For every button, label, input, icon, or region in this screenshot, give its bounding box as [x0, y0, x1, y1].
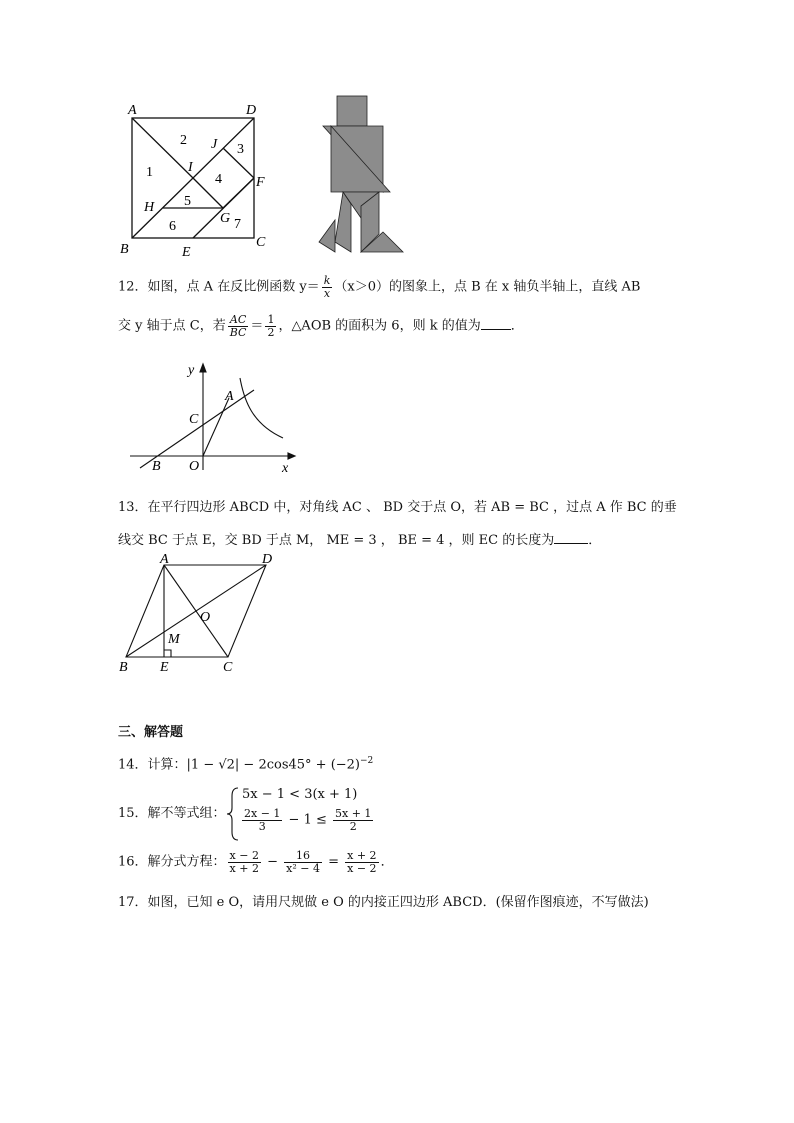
q13-line2: 线交 BC 于点 E，交 BD 于点 M， ME = 3 ， BE = 4 ，则 EC 的长度为 ．: [118, 533, 602, 548]
label-C: C: [189, 412, 199, 427]
x-axis-arrow: [288, 453, 295, 459]
q15-ineq-2: $\frac{2x - 1}{3}$ − 1 ≤ $\frac{5x + 1}{2}$: [244, 807, 372, 833]
diagonal-BD: [126, 565, 266, 657]
q12-one-half: $\frac{1}{2}$: [267, 313, 275, 339]
q12-line2: 交 y 轴于点 C，若 $\frac{AC}{BC}$ ＝ $\frac{1}{2}$ ，△AOB 的面积为 6，则 k 的值为 ．: [118, 313, 524, 339]
segment-OA: [203, 398, 229, 456]
label-C: C: [223, 660, 233, 675]
q12-ac-over-bc: $\frac{AC}{BC}$: [229, 313, 247, 339]
label-B: B: [119, 660, 128, 675]
q13-text-1: 在平行四边形 ABCD 中，对角线 AC 、 BD 交于点 O，若 AB = BC ，过点 A 作 BC 的垂: [147, 500, 677, 515]
label-D: D: [262, 553, 273, 567]
section-heading: 三、解答题: [118, 725, 184, 740]
q15-ineq-1: 5x − 1 < 3(x + 1): [242, 787, 358, 802]
piece-4: 4: [215, 172, 222, 187]
q14-exponent: −2: [360, 756, 374, 766]
q16: 16．解分式方程： $\frac{x - 2}{x + 2}$ − $\frac{16}{\text{x² − 4}}$ = $\frac{x + 2}{x - 2}$ ．: [118, 849, 394, 875]
q14-expression: |1 − √2| − 2cos45° + (−2): [186, 757, 361, 773]
piece-5: 5: [184, 194, 191, 209]
tangram-square-figure: [118, 98, 278, 258]
label-E: E: [182, 245, 191, 258]
q13-parallelogram-figure: [116, 553, 282, 677]
q12-number: 12．: [118, 279, 148, 295]
head-square: [337, 96, 367, 126]
q14-text: 14．计算：: [118, 757, 187, 773]
label-J: J: [211, 137, 218, 152]
piece-6: 6: [169, 219, 176, 234]
left-foot: [319, 220, 335, 252]
q15-label: 15．解不等式组：: [118, 806, 226, 821]
piece-7: 7: [234, 217, 241, 232]
hyperbola-curve: [240, 378, 283, 438]
label-G: G: [220, 211, 231, 226]
piece-1: 1: [146, 165, 153, 180]
label-A: A: [128, 103, 137, 118]
label-O: O: [189, 459, 200, 474]
left-leg: [335, 192, 351, 252]
piece-2: 2: [180, 133, 187, 148]
label-O: O: [200, 610, 211, 625]
label-E: E: [160, 660, 169, 675]
label-A: A: [225, 389, 234, 404]
q12-answer-blank: [481, 317, 511, 330]
label-C: C: [256, 235, 266, 250]
q12-graph-figure: [128, 360, 303, 478]
piece-3: 3: [237, 142, 244, 157]
label-I: I: [188, 160, 193, 175]
q12-text-a: 如图，点 A 在反比例函数 y＝: [147, 279, 320, 295]
q12-text-d: ，△AOB 的面积为 6，则 k 的值为: [278, 318, 481, 334]
q13-number: 13．: [118, 500, 148, 515]
q16-text: 16．解分式方程：: [118, 854, 226, 870]
q12-k-over-x: $\frac{k}{x}$: [323, 274, 331, 300]
label-F: F: [256, 175, 265, 190]
label-D: D: [246, 103, 257, 118]
q13-text-2: 线交 BC 于点 E，交 BD 于点 M， ME = 3 ， BE = 4 ，则 EC 的长度为: [118, 533, 555, 548]
q12-text-c: 交 y 轴于点 C，若: [118, 318, 226, 334]
label-x: x: [282, 461, 289, 476]
tangram-figure-person: [315, 92, 410, 262]
q13-line1: [118, 500, 677, 516]
segment-AI: [132, 118, 193, 178]
label-M: M: [168, 632, 180, 647]
y-axis-arrow: [200, 364, 206, 372]
right-angle-mark: [164, 650, 171, 657]
q14: [118, 756, 373, 773]
label-B: B: [152, 459, 161, 474]
q12-text-b: （x＞0）的图象上，点 B 在 x 轴负半轴上，直线 AB: [334, 279, 641, 295]
q13-answer-blank: [554, 531, 588, 544]
label-y: y: [188, 363, 195, 378]
label-B: B: [120, 242, 129, 257]
label-H: H: [144, 200, 155, 215]
label-A: A: [160, 553, 169, 567]
q12-line1: [118, 275, 640, 299]
q17: 17．如图，已知 e O，请用尺规做 e O 的内接正四边形 ABCD．(保留作图痕迹，不写做法): [118, 895, 649, 910]
